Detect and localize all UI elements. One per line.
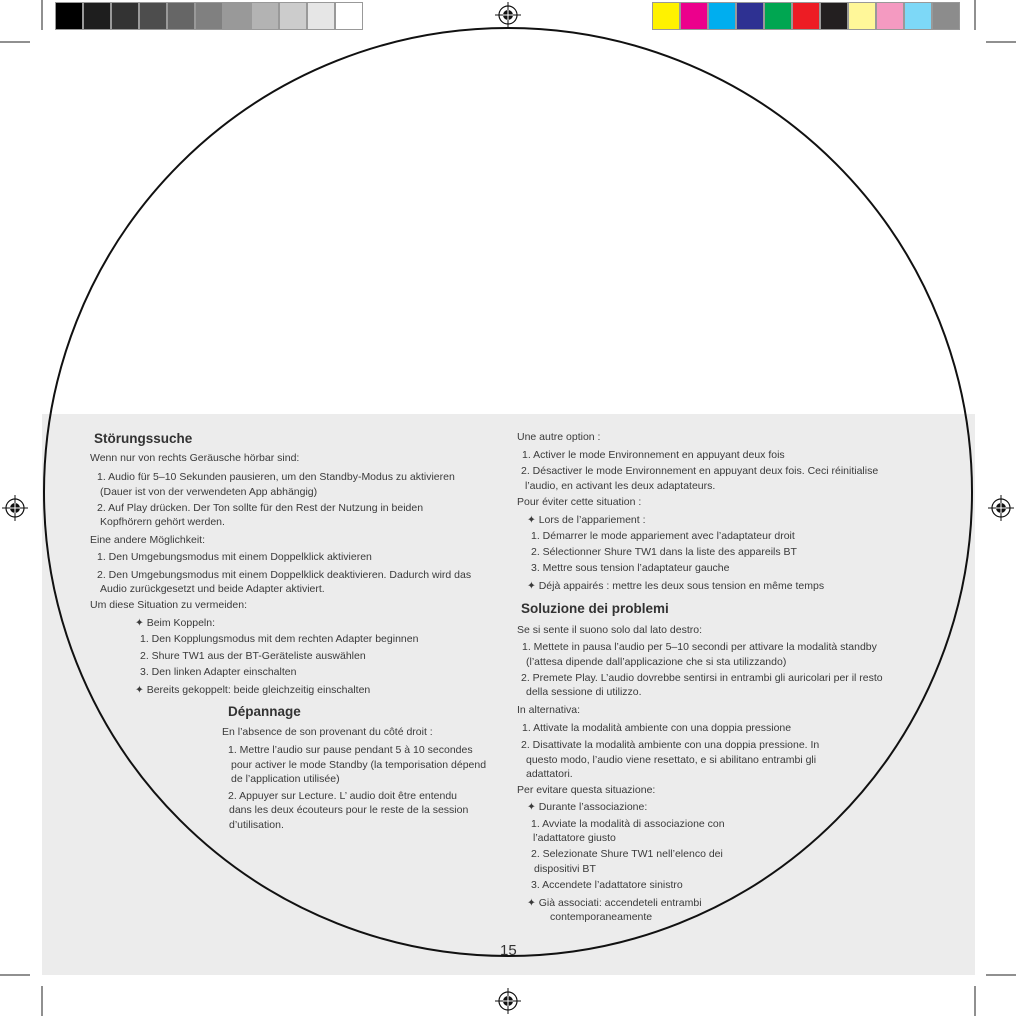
section-heading: Störungssuche [94, 431, 193, 446]
registration-mark-icon [495, 2, 521, 28]
registration-mark-icon [988, 495, 1014, 521]
page-number: 15 [500, 942, 517, 959]
color-swatch [708, 2, 736, 30]
list-item: d’utilisation. [229, 819, 284, 831]
list-item: Audio zurückgesetzt und beide Adapter aktiviert. [100, 583, 325, 595]
color-swatch [876, 2, 904, 30]
registration-mark-icon [2, 495, 28, 521]
list-item: 2. Den Umgebungsmodus mit einem Doppelklick deaktivieren. Dadurch wird das [97, 569, 472, 581]
gray-swatch [83, 2, 111, 30]
color-swatch [848, 2, 876, 30]
list-item: 2. Shure TW1 aus der BT-Geräteliste auswählen [140, 650, 366, 662]
list-item: 2. Disattivate la modalità ambiente con una doppia pressione. In [521, 739, 820, 751]
list-item: 2. Selezionate Shure TW1 nell’elenco dei [531, 848, 723, 860]
list-item: 1. Den Umgebungsmodus mit einem Doppelklick aktivieren [97, 551, 372, 563]
gray-swatch [251, 2, 279, 30]
list-item: pour activer le mode Standby (la temporisation dépend [231, 759, 487, 771]
gray-swatch [167, 2, 195, 30]
list-item: dispositivi BT [534, 863, 596, 875]
list-item: 3. Accendete l’adattatore sinistro [531, 879, 683, 891]
bullet-item: ✦ Beim Koppeln: [135, 617, 216, 629]
paragraph: En l’absence de son provenant du côté droit : [222, 726, 433, 738]
list-item: Kopfhörern gehört werden. [100, 516, 225, 528]
list-item: l’adattatore giusto [533, 832, 616, 844]
list-item: l’audio, en activant les deux adaptateurs. [525, 480, 716, 492]
bullet-item: ✦ Lors de l’appariement : [527, 514, 646, 526]
list-item: dans les deux écouteurs pour le reste de la session [229, 804, 469, 816]
list-item: 2. Sélectionner Shure TW1 dans la liste des appareils BT [531, 546, 797, 558]
gray-swatch [55, 2, 83, 30]
list-item: 2. Premete Play. L’audio dovrebbe sentirsi in entrambi gli auricolari per il resto [521, 672, 883, 684]
paragraph: Eine andere Möglichkeit: [90, 534, 205, 546]
gray-swatch [307, 2, 335, 30]
paragraph: In alternativa: [517, 704, 581, 716]
bullet-item: ✦ Déjà appairés : mettre les deux sous tension en même temps [527, 580, 825, 592]
list-item: della sessione di utilizzo. [526, 686, 642, 698]
list-item: 1. Activer le mode Environnement en appuyant deux fois [522, 449, 785, 461]
gray-swatch [139, 2, 167, 30]
list-item: 3. Den linken Adapter einschalten [140, 666, 297, 678]
paragraph: Wenn nur von rechts Geräusche hörbar sind: [90, 452, 300, 464]
list-item: 2. Appuyer sur Lecture. L’ audio doit être entendu [228, 790, 458, 802]
gray-swatch [223, 2, 251, 30]
color-swatch [820, 2, 848, 30]
bullet-item: ✦ Bereits gekoppelt: beide gleichzeitig einschalten [135, 684, 371, 696]
list-item: 1. Attivate la modalità ambiente con una doppia pressione [522, 722, 792, 734]
bullet-item: ✦ Già associati: accendeteli entrambi [527, 897, 702, 909]
list-item: 1. Mettete in pausa l’audio per 5–10 secondi per attivare la modalità standby [522, 641, 877, 653]
gray-swatch [335, 2, 363, 30]
color-swatch [652, 2, 680, 30]
list-item: adattatori. [526, 768, 573, 780]
list-item: 2. Désactiver le mode Environnement en appuyant deux fois. Ceci réinitialise [521, 465, 879, 477]
list-item: (l’attesa dipende dall’applicazione che si sta utilizzando) [526, 656, 787, 668]
color-swatch [736, 2, 764, 30]
section-heading: Soluzione dei problemi [521, 601, 669, 616]
list-item: (Dauer ist von der verwendeten App abhängig) [100, 486, 318, 498]
list-item: de l’application utilisée) [231, 773, 340, 785]
paragraph: Per evitare questa situazione: [517, 784, 656, 796]
list-item: 1. Avviate la modalità di associazione con [531, 818, 725, 830]
list-item: 3. Mettre sous tension l’adaptateur gauche [531, 562, 730, 574]
bullet-item: contemporaneamente [550, 911, 653, 923]
color-swatch [792, 2, 820, 30]
gray-swatch [279, 2, 307, 30]
list-item: 2. Auf Play drücken. Der Ton sollte für den Rest der Nutzung in beiden [97, 502, 424, 514]
list-item: 1. Mettre l’audio sur pause pendant 5 à 10 secondes [228, 744, 473, 756]
gray-swatch [195, 2, 223, 30]
bullet-item: ✦ Durante l’associazione: [527, 801, 648, 813]
section-heading: Dépannage [228, 704, 301, 719]
color-swatch [904, 2, 932, 30]
list-item: 1. Den Kopplungsmodus mit dem rechten Adapter beginnen [140, 633, 419, 645]
list-item: questo modo, l’audio viene resettato, e si abilitano entrambi gli [526, 754, 817, 766]
list-item: 1. Audio für 5–10 Sekunden pausieren, um den Standby-Modus zu aktivieren [97, 471, 455, 483]
registration-mark-icon [495, 988, 521, 1014]
color-swatch [764, 2, 792, 30]
color-swatch [932, 2, 960, 30]
paragraph: Une autre option : [517, 431, 601, 443]
paragraph: Se si sente il suono solo dal lato destro: [517, 624, 703, 636]
gray-swatch [111, 2, 139, 30]
paragraph: Pour éviter cette situation : [517, 496, 642, 508]
list-item: 1. Démarrer le mode appariement avec l’adaptateur droit [531, 530, 795, 542]
paragraph: Um diese Situation zu vermeiden: [90, 599, 247, 611]
color-swatch [680, 2, 708, 30]
